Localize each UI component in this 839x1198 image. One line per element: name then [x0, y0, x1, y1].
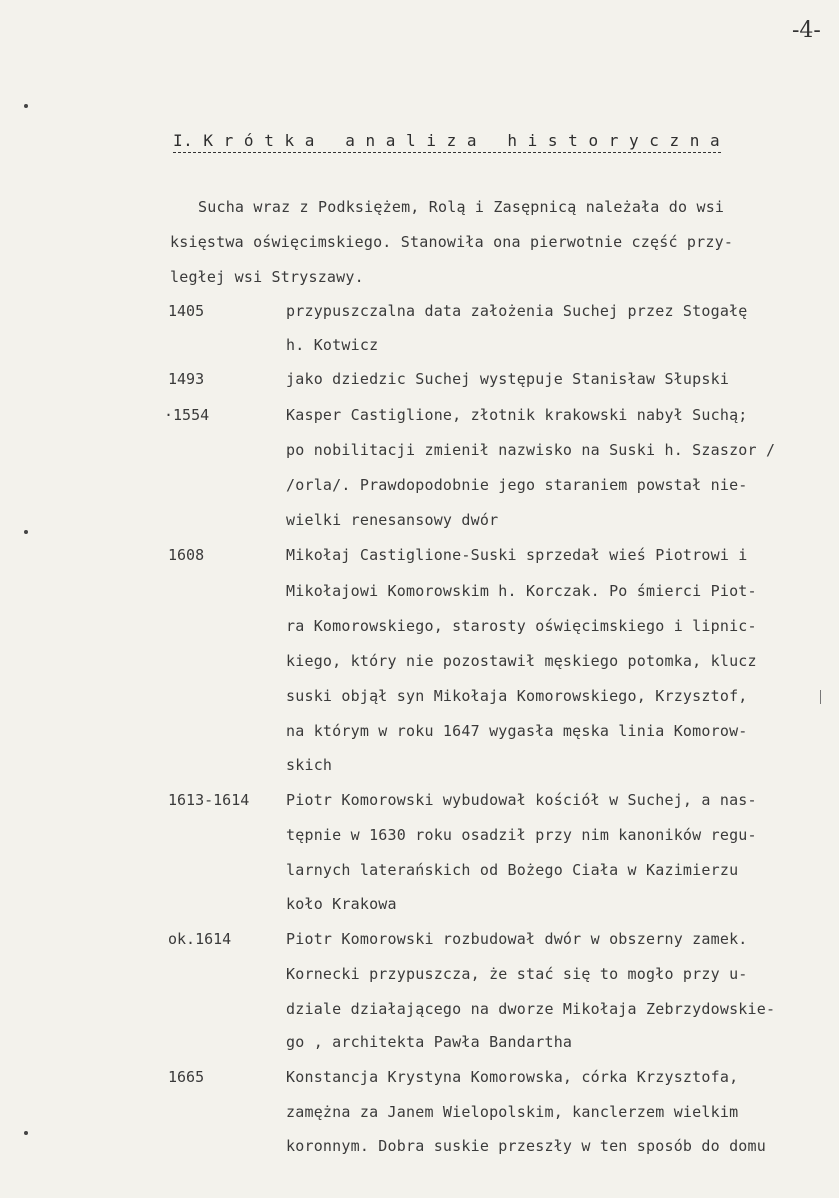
entry-line: skich — [286, 756, 333, 774]
entry-line: Konstancja Krystyna Komorowska, córka Krzysztofa, — [286, 1068, 739, 1086]
entry-line: przypuszczalna data założenia Suchej przez Stogałę — [286, 302, 748, 320]
entry-line: tępnie w 1630 roku osadził przy nim kanoników regu- — [286, 826, 757, 844]
entry-line: zamężna za Janem Wielopolskim, kanclerzem wielkim — [286, 1103, 739, 1121]
margin-dot — [24, 1131, 28, 1135]
entry-year: 1405 — [168, 302, 205, 320]
entry-line: kiego, który nie pozostawił męskiego potomka, klucz — [286, 652, 757, 670]
entry-line: suski objął syn Mikołaja Komorowskiego, Krzysztof, — [286, 687, 748, 705]
entry-year: ·1554 — [164, 406, 210, 424]
entry-line: wielki renesansowy dwór — [286, 511, 499, 529]
entry-line: Kasper Castiglione, złotnik krakowski nabył Suchą; — [286, 406, 748, 424]
entry-line: ra Komorowskiego, starosty oświęcimskiego i lipnic- — [286, 617, 757, 635]
margin-dot — [24, 104, 28, 108]
entry-line: Mikołajowi Komorowskim h. Korczak. Po śmierci Piot- — [286, 582, 757, 600]
section-heading: I. K r ó t k a a n a l i z a h i s t o r y c z n a — [173, 131, 721, 150]
entry-line: dziale działającego na dworze Mikołaja Zebrzydowskie- — [286, 1000, 776, 1018]
entry-line: /orla/. Prawdopodobnie jego staraniem powstał nie- — [286, 476, 748, 494]
entry-year: 1608 — [168, 546, 205, 564]
heading-underline — [173, 152, 721, 153]
entry-line: Kornecki przypuszcza, że stać się to mogło przy u- — [286, 965, 748, 983]
entry-line: koronnym. Dobra suskie przeszły w ten sposób do domu — [286, 1137, 766, 1155]
entry-line: po nobilitacji zmienił nazwisko na Suski h. Szaszor / — [286, 441, 776, 459]
entry-line: jako dziedzic Suchej występuje Stanisław Słupski — [286, 370, 730, 388]
entry-year: ok.1614 — [168, 930, 232, 948]
entry-line: Mikołaj Castiglione-Suski sprzedał wieś Piotrowi i — [286, 546, 748, 564]
entry-year: 1665 — [168, 1068, 205, 1086]
entry-line: na którym w roku 1647 wygasła męska linia Komorow- — [286, 722, 748, 740]
entry-line: Piotr Komorowski wybudował kościół w Suchej, a nas- — [286, 791, 757, 809]
margin-mark — [820, 690, 821, 704]
intro-line: Sucha wraz z Podksiężem, Rolą i Zasępnicą należała do wsi — [198, 198, 725, 216]
entry-line: h. Kotwicz — [286, 336, 379, 354]
entry-line: larnych laterańskich od Bożego Ciała w Kazimierzu — [286, 861, 739, 879]
margin-dot — [24, 530, 28, 534]
intro-line: księstwa oświęcimskiego. Stanowiła ona pierwotnie część przy- — [170, 233, 734, 251]
page-number: -4- — [792, 18, 821, 43]
intro-line: ległej wsi Stryszawy. — [170, 268, 364, 286]
entry-year: 1493 — [168, 370, 205, 388]
entry-line: go , architekta Pawła Bandartha — [286, 1033, 573, 1051]
entry-year: 1613-1614 — [168, 791, 250, 809]
entry-line: koło Krakowa — [286, 895, 397, 913]
entry-line: Piotr Komorowski rozbudował dwór w obszerny zamek. — [286, 930, 748, 948]
